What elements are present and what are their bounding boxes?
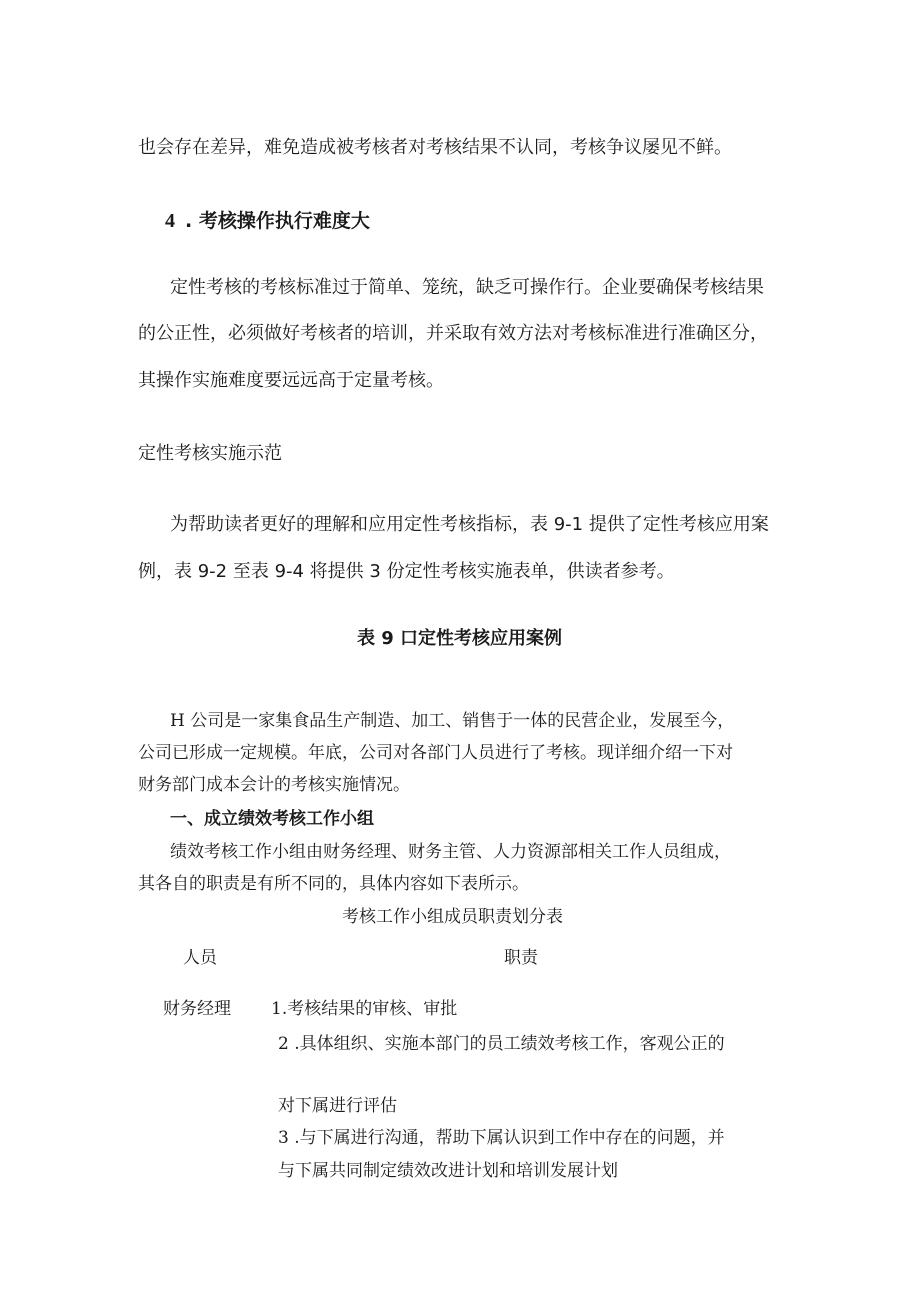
paragraph-line: 例，表 9-2 至表 9-4 将提供 3 份定性考核实施表单，供读者参考。 <box>138 561 675 582</box>
section-heading-4 <box>165 209 370 233</box>
table-cell-person: 财务经理 <box>163 999 231 1019</box>
case-text-line: 财务部门成本会计的考核实施情况。 <box>138 775 410 795</box>
paragraph-line: 也会存在差异，难免造成被考核者对考核结果不认同，考核争议屡见不鲜。 <box>138 137 732 158</box>
paragraph-line: 定性考核的考核标准过于简单、笼统，缺乏可操作行。企业要确保考核结果 <box>170 277 764 298</box>
heading-text: . 考核操作执行难度大 <box>185 210 370 232</box>
column-header-person: 人员 <box>183 948 217 968</box>
table-cell-duty: 3 .与下属进行沟通，帮助下属认识到工作中存在的问题，并 <box>278 1128 725 1148</box>
table-cell-duty: 2 .具体组织、实施本部门的员工绩效考核工作，客观公正的 <box>278 1034 725 1054</box>
paragraph-line: 为帮助读者更好的理解和应用定性考核指标，表 9-1 提供了定性考核应用案 <box>170 514 769 535</box>
case-text-line: H 公司是一家集食品生产制造、加工、销售于一体的民营企业，发展至今， <box>170 711 735 731</box>
section-one-text-line: 其各自的职责是有所不同的，具体内容如下表所示。 <box>138 874 529 894</box>
column-header-duty: 职责 <box>504 948 538 968</box>
table-cell-duty: 对下属进行评估 <box>278 1096 397 1116</box>
roles-table-title: 考核工作小组成员职责划分表 <box>342 907 563 927</box>
case-text-line: 公司已形成一定规模。年底，公司对各部门人员进行了考核。现详细介绍一下对 <box>138 743 733 763</box>
paragraph-line: 的公正性，必须做好考核者的培训，并采取有效方法对考核标准进行准确区分， <box>138 323 768 344</box>
heading-number: 4 <box>165 210 175 232</box>
table-caption: 表 9 口定性考核应用案例 <box>357 628 563 649</box>
table-cell-duty: 1.考核结果的审核、审批 <box>271 999 458 1019</box>
paragraph-line: 其操作实施难度要远远高于定量考核。 <box>138 370 444 391</box>
section-one-text-line: 绩效考核工作小组由财务经理、财务主管、人力资源部相关工作人员组成， <box>170 842 731 862</box>
section-one-title: 一、成立绩效考核工作小组 <box>170 809 374 829</box>
subheading: 定性考核实施示范 <box>138 443 282 464</box>
table-cell-duty: 与下属共同制定绩效改进计划和培训发展计划 <box>278 1161 618 1181</box>
